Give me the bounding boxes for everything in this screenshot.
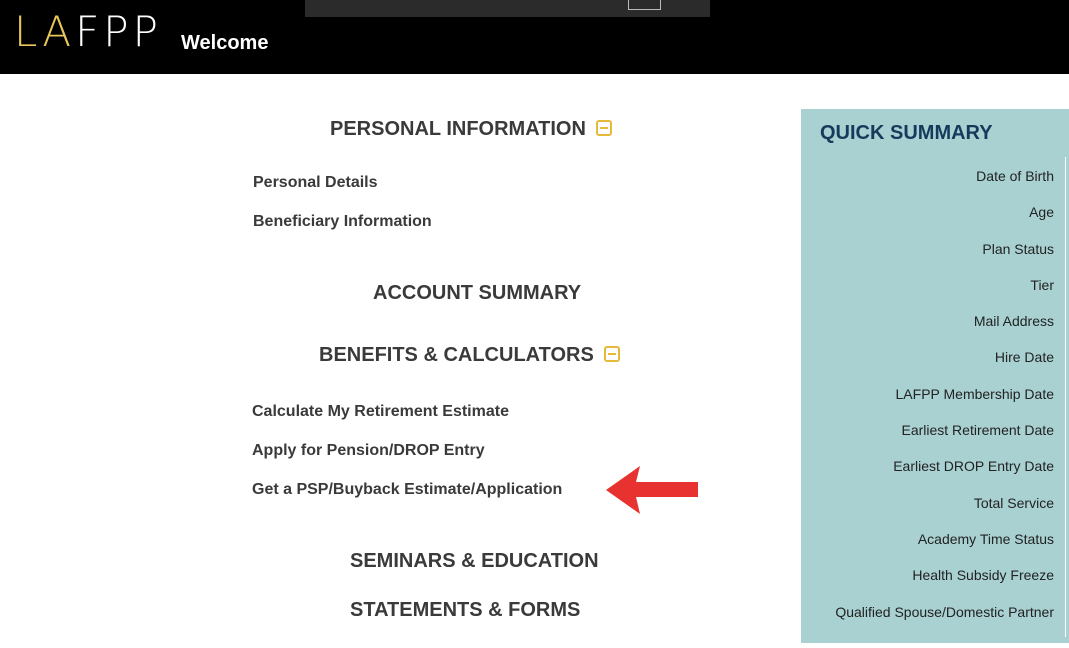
lafpp-logo[interactable] — [14, 7, 162, 56]
divider — [1065, 157, 1066, 637]
section-title-text: BENEFITS & CALCULATORS — [319, 344, 594, 366]
summary-item: Hire Date — [994, 349, 1054, 366]
link-apply-pension-drop[interactable]: Apply for Pension/DROP Entry — [252, 442, 485, 459]
logo-accent-text: LA — [14, 7, 76, 56]
section-statements-forms[interactable]: STATEMENTS & FORMS — [350, 599, 581, 621]
welcome-text: Welcome — [181, 32, 269, 54]
summary-item: Qualified Spouse/Domestic Partner — [835, 603, 1054, 620]
summary-item: Health Subsidy Freeze — [912, 567, 1054, 584]
link-personal-details[interactable]: Personal Details — [253, 174, 378, 191]
summary-item: Earliest DROP Entry Date — [893, 458, 1054, 475]
summary-item: Date of Birth — [976, 168, 1054, 184]
section-title-text: PERSONAL INFORMATION — [330, 118, 586, 140]
top-menu-bar — [305, 0, 710, 17]
menu-box[interactable] — [628, 0, 661, 10]
summary-item: Earliest Retirement Date — [901, 422, 1054, 439]
quick-summary-list — [801, 165, 1054, 637]
link-beneficiary-information[interactable]: Beneficiary Information — [253, 213, 432, 230]
section-personal-information[interactable] — [330, 118, 612, 141]
summary-item: Plan Status — [982, 240, 1054, 257]
collapse-icon[interactable] — [604, 346, 620, 362]
summary-item: Tier — [1030, 276, 1054, 293]
collapse-icon[interactable] — [596, 120, 612, 136]
summary-item: Age — [1029, 204, 1054, 221]
quick-summary-panel — [801, 109, 1069, 643]
quick-summary-title: QUICK SUMMARY — [820, 122, 993, 144]
top-header — [0, 0, 1069, 74]
summary-item: Mail Address — [973, 313, 1054, 330]
section-seminars-education[interactable]: SEMINARS & EDUCATION — [350, 550, 599, 572]
red-arrow-icon — [606, 464, 698, 516]
link-psp-buyback[interactable]: Get a PSP/Buyback Estimate/Application — [252, 481, 563, 498]
summary-item: Academy Time Status — [917, 530, 1054, 547]
section-account-summary[interactable]: ACCOUNT SUMMARY — [373, 282, 582, 304]
link-calculate-retirement[interactable]: Calculate My Retirement Estimate — [252, 403, 509, 420]
logo-text: FPP — [75, 7, 162, 56]
summary-item: Total Service — [973, 494, 1054, 511]
summary-item: LAFPP Membership Date — [895, 385, 1054, 402]
section-benefits-calculators[interactable] — [319, 344, 620, 367]
